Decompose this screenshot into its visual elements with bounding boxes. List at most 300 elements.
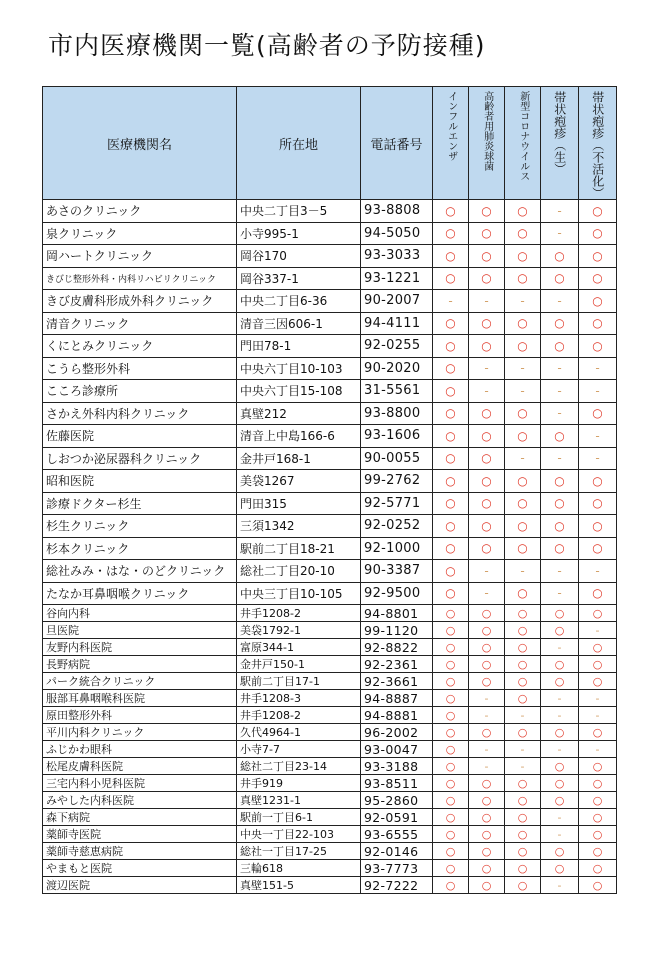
availability-cell: ○ <box>541 537 579 560</box>
availability-cell: ○ <box>433 267 469 290</box>
availability-cell: - <box>505 290 541 313</box>
clinic-name-cell: 佐藤医院 <box>43 425 237 448</box>
availability-cell: ○ <box>579 290 617 313</box>
availability-cell: ○ <box>433 312 469 335</box>
availability-cell: - <box>579 690 617 707</box>
clinic-name-cell: 谷向内科 <box>43 605 237 622</box>
clinic-name-cell: 岡ハートクリニック <box>43 245 237 268</box>
phone-cell: 92-0146 <box>361 843 433 860</box>
clinic-name-cell: 昭和医院 <box>43 470 237 493</box>
availability-cell: ○ <box>505 425 541 448</box>
header-influenza <box>433 87 469 200</box>
availability-cell: ○ <box>433 724 469 741</box>
availability-cell: - <box>505 741 541 758</box>
availability-cell: ○ <box>505 267 541 290</box>
phone-cell: 94-4111 <box>361 312 433 335</box>
clinic-name-cell: きびじ整形外科・内科リハビリクリニック <box>43 267 237 290</box>
address-cell: 小寺995-1 <box>237 222 361 245</box>
phone-cell: 92-0255 <box>361 335 433 358</box>
table-row <box>43 402 617 425</box>
availability-cell: - <box>541 380 579 403</box>
table-row <box>43 200 617 223</box>
phone-cell: 92-2361 <box>361 656 433 673</box>
clinic-name-cell: 杉本クリニック <box>43 537 237 560</box>
address-cell: 岡谷337-1 <box>237 267 361 290</box>
phone-cell: 92-1000 <box>361 537 433 560</box>
table-row <box>43 639 617 656</box>
phone-cell: 95-2860 <box>361 792 433 809</box>
address-cell: 中央六丁目10-103 <box>237 357 361 380</box>
table-row <box>43 673 617 690</box>
availability-cell: ○ <box>469 492 505 515</box>
address-cell: 久代4964-1 <box>237 724 361 741</box>
availability-cell: ○ <box>469 877 505 894</box>
phone-cell: 90-2007 <box>361 290 433 313</box>
availability-cell: ○ <box>541 605 579 622</box>
availability-cell: ○ <box>505 312 541 335</box>
availability-cell: ○ <box>433 380 469 403</box>
clinic-name-cell: 泉クリニック <box>43 222 237 245</box>
availability-cell: - <box>541 741 579 758</box>
availability-cell: ○ <box>469 826 505 843</box>
table-row <box>43 860 617 877</box>
clinic-name-cell: 清音クリニック <box>43 312 237 335</box>
availability-cell: ○ <box>433 537 469 560</box>
availability-cell: ○ <box>505 775 541 792</box>
phone-cell: 93-3188 <box>361 758 433 775</box>
availability-cell: - <box>469 690 505 707</box>
table-row <box>43 741 617 758</box>
clinic-name-cell: パーク統合クリニック <box>43 673 237 690</box>
availability-cell: ○ <box>469 312 505 335</box>
availability-cell: ○ <box>469 605 505 622</box>
availability-cell: ○ <box>469 860 505 877</box>
phone-cell: 92-0591 <box>361 809 433 826</box>
availability-cell: ○ <box>433 673 469 690</box>
availability-cell: ○ <box>433 605 469 622</box>
availability-cell: - <box>541 877 579 894</box>
availability-cell: ○ <box>433 843 469 860</box>
availability-cell: ○ <box>505 622 541 639</box>
phone-cell: 93-0047 <box>361 741 433 758</box>
availability-cell: ○ <box>505 245 541 268</box>
table-row <box>43 605 617 622</box>
clinic-name-cell: ふじかわ眼科 <box>43 741 237 758</box>
phone-cell: 93-7773 <box>361 860 433 877</box>
table-row <box>43 826 617 843</box>
phone-cell: 94-8801 <box>361 605 433 622</box>
availability-cell: - <box>541 447 579 470</box>
table-row <box>43 515 617 538</box>
availability-cell: ○ <box>433 860 469 877</box>
availability-cell: - <box>469 741 505 758</box>
availability-cell: ○ <box>433 492 469 515</box>
phone-cell: 90-3387 <box>361 560 433 583</box>
header-phone: 電話番号 <box>361 87 433 200</box>
availability-cell: ○ <box>541 492 579 515</box>
table-row <box>43 537 617 560</box>
availability-cell: ○ <box>505 605 541 622</box>
availability-cell: - <box>579 560 617 583</box>
address-cell: 総社一丁目17-25 <box>237 843 361 860</box>
availability-cell: - <box>469 290 505 313</box>
availability-cell: ○ <box>469 267 505 290</box>
address-cell: 金井戸150-1 <box>237 656 361 673</box>
availability-cell: - <box>469 707 505 724</box>
availability-cell: - <box>579 447 617 470</box>
availability-cell: ○ <box>469 402 505 425</box>
clinic-name-cell: 薬師寺慈恵病院 <box>43 843 237 860</box>
availability-cell: ○ <box>469 515 505 538</box>
availability-cell: ○ <box>579 877 617 894</box>
availability-cell: ○ <box>469 335 505 358</box>
table-row <box>43 335 617 358</box>
address-cell: 小寺7-7 <box>237 741 361 758</box>
page-title: 市内医療機関一覧(高齢者の予防接種) <box>48 31 486 60</box>
address-cell: 金井戸168-1 <box>237 447 361 470</box>
availability-cell: ○ <box>433 809 469 826</box>
table-row <box>43 222 617 245</box>
availability-cell: ○ <box>579 582 617 605</box>
availability-cell: ○ <box>469 775 505 792</box>
address-cell: 岡谷170 <box>237 245 361 268</box>
clinic-name-cell: 渡辺医院 <box>43 877 237 894</box>
availability-cell: ○ <box>541 515 579 538</box>
availability-cell: - <box>469 560 505 583</box>
availability-cell: ○ <box>469 724 505 741</box>
availability-cell: ○ <box>433 656 469 673</box>
availability-cell: - <box>579 380 617 403</box>
availability-cell: ○ <box>469 200 505 223</box>
availability-cell: ○ <box>541 792 579 809</box>
clinic-name-cell: 服部耳鼻咽喉科医院 <box>43 690 237 707</box>
availability-cell: ○ <box>579 515 617 538</box>
availability-cell: ○ <box>433 515 469 538</box>
availability-cell: ○ <box>505 582 541 605</box>
availability-cell: - <box>469 380 505 403</box>
availability-cell: - <box>579 741 617 758</box>
table-row <box>43 656 617 673</box>
availability-cell: ○ <box>505 826 541 843</box>
address-cell: 駅前二丁目17-1 <box>237 673 361 690</box>
availability-cell: ○ <box>505 809 541 826</box>
availability-cell: ○ <box>433 470 469 493</box>
table-row <box>43 622 617 639</box>
phone-cell: 96-2002 <box>361 724 433 741</box>
availability-cell: ○ <box>505 877 541 894</box>
clinic-name-cell: 総社みみ・はな・のどクリニック <box>43 560 237 583</box>
table-row <box>43 312 617 335</box>
header-covid <box>505 87 541 200</box>
availability-cell: ○ <box>579 402 617 425</box>
availability-cell: - <box>579 622 617 639</box>
availability-cell: ○ <box>505 673 541 690</box>
clinic-name-cell: 平川内科クリニック <box>43 724 237 741</box>
availability-cell: ○ <box>469 245 505 268</box>
phone-cell: 93-8808 <box>361 200 433 223</box>
table-row <box>43 447 617 470</box>
availability-cell: - <box>505 707 541 724</box>
clinic-name-cell: 杉生クリニック <box>43 515 237 538</box>
clinic-name-cell: 松尾皮膚科医院 <box>43 758 237 775</box>
availability-cell: - <box>541 560 579 583</box>
clinic-name-cell: 旦医院 <box>43 622 237 639</box>
availability-cell: - <box>469 758 505 775</box>
availability-cell: ○ <box>579 724 617 741</box>
phone-cell: 99-1120 <box>361 622 433 639</box>
header-shingles-inactivated <box>579 87 617 200</box>
phone-cell: 90-0055 <box>361 447 433 470</box>
phone-cell: 93-8511 <box>361 775 433 792</box>
clinic-name-cell: 診療ドクター杉生 <box>43 492 237 515</box>
availability-cell: ○ <box>505 470 541 493</box>
table-row <box>43 492 617 515</box>
availability-cell: ○ <box>541 843 579 860</box>
address-cell: 真壁151-5 <box>237 877 361 894</box>
availability-cell: - <box>469 357 505 380</box>
availability-cell: ○ <box>433 639 469 656</box>
availability-cell: ○ <box>505 724 541 741</box>
clinic-name-cell: さかえ外科内科クリニック <box>43 402 237 425</box>
address-cell: 美袋1267 <box>237 470 361 493</box>
availability-cell: - <box>541 402 579 425</box>
phone-cell: 94-8887 <box>361 690 433 707</box>
availability-cell: ○ <box>579 656 617 673</box>
availability-cell: ○ <box>579 245 617 268</box>
table-row <box>43 690 617 707</box>
availability-cell: ○ <box>433 335 469 358</box>
header-pneumococcal-label: 高齢者用肺炎球菌 <box>481 91 493 171</box>
table-row <box>43 470 617 493</box>
availability-cell: - <box>541 582 579 605</box>
table-row <box>43 290 617 313</box>
availability-cell: ○ <box>541 673 579 690</box>
address-cell: 中央一丁目22-103 <box>237 826 361 843</box>
address-cell: 三須1342 <box>237 515 361 538</box>
address-cell: 門田78-1 <box>237 335 361 358</box>
availability-cell: ○ <box>433 826 469 843</box>
availability-cell: - <box>579 357 617 380</box>
availability-cell: ○ <box>469 622 505 639</box>
availability-cell: - <box>541 200 579 223</box>
phone-cell: 99-2762 <box>361 470 433 493</box>
header-address: 所在地 <box>237 87 361 200</box>
clinic-name-cell: あさのクリニック <box>43 200 237 223</box>
table-row <box>43 707 617 724</box>
availability-cell: ○ <box>433 707 469 724</box>
availability-cell: ○ <box>433 690 469 707</box>
availability-cell: ○ <box>541 425 579 448</box>
availability-cell: ○ <box>469 673 505 690</box>
phone-cell: 93-1221 <box>361 267 433 290</box>
clinic-name-cell: こうら整形外科 <box>43 357 237 380</box>
table-row <box>43 245 617 268</box>
availability-cell: - <box>579 707 617 724</box>
availability-cell: ○ <box>433 447 469 470</box>
availability-cell: - <box>433 290 469 313</box>
availability-cell: - <box>541 290 579 313</box>
table-body <box>43 200 617 894</box>
clinic-name-cell: たなか耳鼻咽喉クリニック <box>43 582 237 605</box>
address-cell: 真壁1231-1 <box>237 792 361 809</box>
clinic-name-cell: やまもと医院 <box>43 860 237 877</box>
table-row <box>43 425 617 448</box>
availability-cell: ○ <box>469 639 505 656</box>
availability-cell: ○ <box>505 222 541 245</box>
availability-cell: ○ <box>469 470 505 493</box>
availability-cell: ○ <box>579 792 617 809</box>
availability-cell: ○ <box>541 335 579 358</box>
availability-cell: ○ <box>469 792 505 809</box>
availability-cell: ○ <box>433 245 469 268</box>
table-row <box>43 357 617 380</box>
availability-cell: ○ <box>579 758 617 775</box>
availability-cell: ○ <box>579 537 617 560</box>
phone-cell: 92-0252 <box>361 515 433 538</box>
address-cell: 清音上中島166-6 <box>237 425 361 448</box>
availability-cell: ○ <box>505 860 541 877</box>
clinic-name-cell: 三宅内科小児科医院 <box>43 775 237 792</box>
availability-cell: ○ <box>579 492 617 515</box>
availability-cell: ○ <box>579 639 617 656</box>
availability-cell: ○ <box>433 741 469 758</box>
clinic-name-cell: くにとみクリニック <box>43 335 237 358</box>
availability-cell: ○ <box>433 877 469 894</box>
availability-cell: ○ <box>579 673 617 690</box>
availability-cell: ○ <box>541 267 579 290</box>
availability-cell: - <box>505 758 541 775</box>
phone-cell: 94-5050 <box>361 222 433 245</box>
availability-cell: ○ <box>433 582 469 605</box>
availability-cell: - <box>541 222 579 245</box>
clinic-name-cell: しおつか泌尿器科クリニック <box>43 447 237 470</box>
header-shingles-live-label: 帯状疱疹（生） <box>552 91 567 175</box>
availability-cell: ○ <box>433 560 469 583</box>
table-row <box>43 877 617 894</box>
table-row <box>43 775 617 792</box>
availability-cell: ○ <box>579 775 617 792</box>
header-shingles-inactivated-label: 帯状疱疹（不活化） <box>590 91 605 199</box>
availability-cell: - <box>541 809 579 826</box>
phone-cell: 31-5561 <box>361 380 433 403</box>
clinic-name-cell: 友野内科医院 <box>43 639 237 656</box>
address-cell: 井手919 <box>237 775 361 792</box>
address-cell: 中央三丁目10-105 <box>237 582 361 605</box>
availability-cell: ○ <box>469 222 505 245</box>
header-pneumococcal <box>469 87 505 200</box>
availability-cell: ○ <box>579 200 617 223</box>
address-cell: 三輪618 <box>237 860 361 877</box>
address-cell: 駅前二丁目18-21 <box>237 537 361 560</box>
table-row <box>43 724 617 741</box>
phone-cell: 92-8822 <box>361 639 433 656</box>
header-row <box>43 87 617 200</box>
phone-cell: 93-6555 <box>361 826 433 843</box>
availability-cell: ○ <box>433 402 469 425</box>
availability-cell: ○ <box>541 312 579 335</box>
availability-cell: ○ <box>505 515 541 538</box>
address-cell: 中央二丁目6-36 <box>237 290 361 313</box>
availability-cell: - <box>541 639 579 656</box>
address-cell: 総社二丁目23-14 <box>237 758 361 775</box>
availability-cell: ○ <box>505 792 541 809</box>
availability-cell: ○ <box>433 775 469 792</box>
availability-cell: ○ <box>505 492 541 515</box>
phone-cell: 92-3661 <box>361 673 433 690</box>
table-row <box>43 380 617 403</box>
availability-cell: ○ <box>541 622 579 639</box>
header-influenza-label: インフルエンザ <box>445 91 457 161</box>
table-row <box>43 843 617 860</box>
availability-cell: ○ <box>541 860 579 877</box>
address-cell: 井手1208-2 <box>237 605 361 622</box>
address-cell: 井手1208-3 <box>237 690 361 707</box>
availability-cell: ○ <box>433 357 469 380</box>
address-cell: 中央六丁目15-108 <box>237 380 361 403</box>
clinic-name-cell: こころ診療所 <box>43 380 237 403</box>
table-row <box>43 267 617 290</box>
availability-cell: ○ <box>433 200 469 223</box>
availability-cell: ○ <box>433 792 469 809</box>
address-cell: 美袋1792-1 <box>237 622 361 639</box>
phone-cell: 90-2020 <box>361 357 433 380</box>
phone-cell: 94-8881 <box>361 707 433 724</box>
clinic-name-cell: きび皮膚科形成外科クリニック <box>43 290 237 313</box>
availability-cell: - <box>505 380 541 403</box>
availability-cell: ○ <box>579 860 617 877</box>
address-cell: 門田315 <box>237 492 361 515</box>
availability-cell: ○ <box>433 222 469 245</box>
availability-cell: ○ <box>579 826 617 843</box>
availability-cell: - <box>541 707 579 724</box>
availability-cell: ○ <box>469 537 505 560</box>
address-cell: 井手1208-2 <box>237 707 361 724</box>
address-cell: 駅前一丁目6-1 <box>237 809 361 826</box>
phone-cell: 93-3033 <box>361 245 433 268</box>
table-row <box>43 792 617 809</box>
availability-cell: ○ <box>505 537 541 560</box>
availability-cell: ○ <box>505 639 541 656</box>
phone-cell: 92-7222 <box>361 877 433 894</box>
address-cell: 真壁212 <box>237 402 361 425</box>
availability-cell: - <box>541 826 579 843</box>
availability-cell: ○ <box>469 447 505 470</box>
address-cell: 中央二丁目3－5 <box>237 200 361 223</box>
availability-cell: ○ <box>541 758 579 775</box>
header-name: 医療機関名 <box>43 87 237 200</box>
availability-cell: ○ <box>433 622 469 639</box>
table-row <box>43 560 617 583</box>
availability-cell: ○ <box>579 312 617 335</box>
availability-cell: - <box>505 447 541 470</box>
availability-cell: ○ <box>541 470 579 493</box>
address-cell: 富原344-1 <box>237 639 361 656</box>
availability-cell: ○ <box>579 470 617 493</box>
phone-cell: 93-1606 <box>361 425 433 448</box>
availability-cell: - <box>469 582 505 605</box>
availability-cell: ○ <box>469 656 505 673</box>
clinic-name-cell: みやした内科医院 <box>43 792 237 809</box>
address-cell: 清音三因606-1 <box>237 312 361 335</box>
availability-cell: ○ <box>433 758 469 775</box>
phone-cell: 92-9500 <box>361 582 433 605</box>
availability-cell: ○ <box>579 267 617 290</box>
availability-cell: ○ <box>579 809 617 826</box>
table-row <box>43 758 617 775</box>
availability-cell: ○ <box>505 402 541 425</box>
availability-cell: ○ <box>541 656 579 673</box>
availability-cell: - <box>505 357 541 380</box>
